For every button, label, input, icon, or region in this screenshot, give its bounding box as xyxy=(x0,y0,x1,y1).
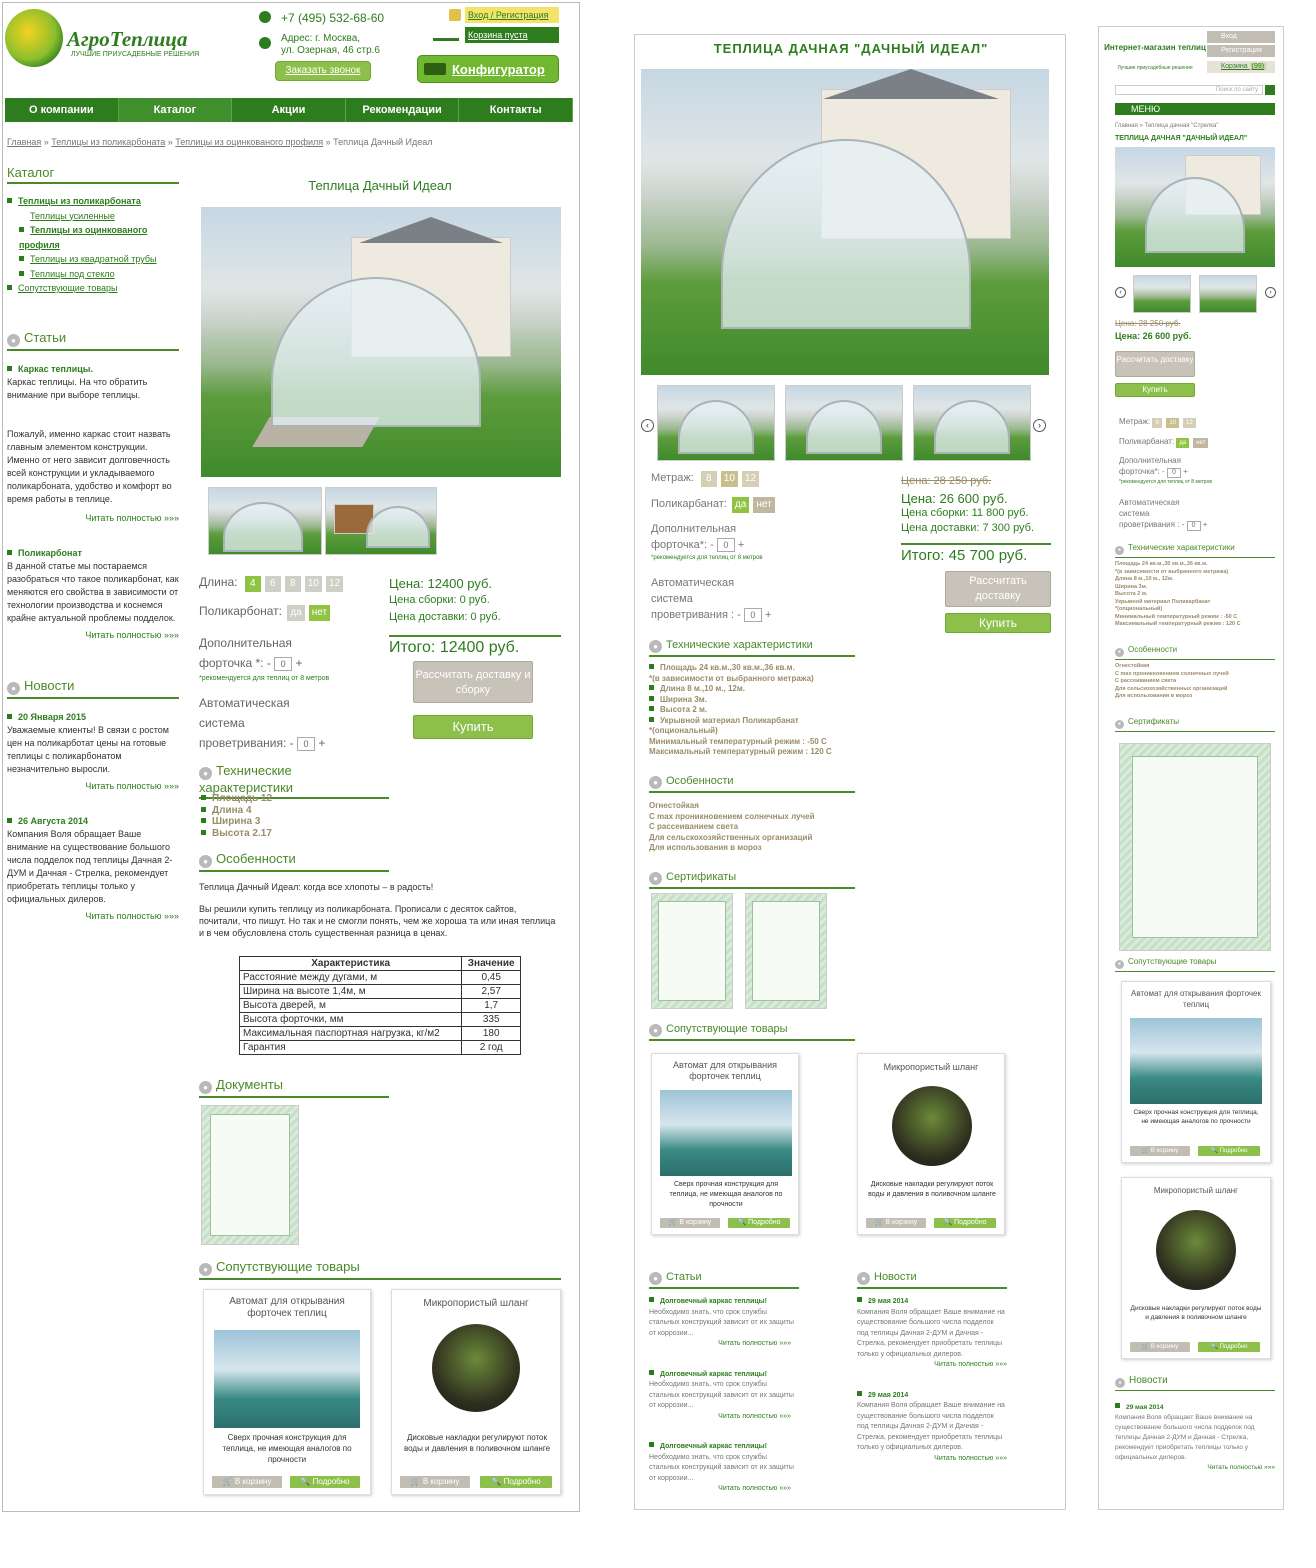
rss-icon: ● xyxy=(1115,648,1124,657)
product-title: Теплица Дачный Идеал xyxy=(308,178,452,193)
length-opt-6[interactable]: 6 xyxy=(265,576,281,592)
tablet-features-heading: ● Особенности xyxy=(649,775,855,793)
card-2-image[interactable] xyxy=(432,1324,520,1412)
rss-icon: ● xyxy=(649,776,662,789)
tablet-vent-row: Дополнительная форточка*: - 0 + xyxy=(651,523,745,551)
desktop-layout xyxy=(2,2,580,1512)
table-row: Максимальная паспортная нагрузка, кг/м2 180 xyxy=(240,1027,521,1041)
list-item: Долговечный каркас теплицы! Необходимо знать, что срок службы стальных конструкций зависит от их защиты от коррозии... Читать полностью »»» xyxy=(649,1370,799,1423)
article-2-read-more[interactable]: Читать полностью »»» xyxy=(85,629,179,640)
news-2-read-more[interactable]: Читать полностью »»» xyxy=(85,910,179,921)
mobile-prev-arrow[interactable]: ‹ xyxy=(1115,287,1126,298)
tablet-certs-heading: ● Сертификаты xyxy=(649,871,855,889)
mobile-related-heading: ● Сопутствующие товары xyxy=(1115,957,1275,972)
buy-button[interactable]: Купить xyxy=(413,715,533,739)
tablet-news-read-more[interactable]: Читать полностью »»» xyxy=(934,1361,1007,1368)
tablet-auto-row: Автоматическая система проветривания : - 0 + xyxy=(651,577,772,621)
length-opt-12[interactable]: 12 xyxy=(326,576,343,592)
mobile-main-photo[interactable] xyxy=(1115,147,1275,267)
tablet-card-1-details[interactable]: 🔍 Подробно xyxy=(728,1218,790,1228)
tablet-thumb-3[interactable] xyxy=(913,385,1031,461)
rss-icon: ● xyxy=(199,1081,212,1094)
catalog-heading: Каталог xyxy=(7,165,179,184)
mobile-auto-row: Автоматическая система проветривания : - 0 + xyxy=(1119,498,1208,529)
article-2: Поликарбонат В данной статье мы постараемся разобраться что такое поликарбонат, как меняются его свойства в зависимости от технологии производства и коснемся крайне актуальной проблемы подделок. Читать полностью »»» xyxy=(7,547,179,640)
mobile-auto-input[interactable]: 0 xyxy=(1187,521,1201,531)
nav-recommend[interactable]: Рекомендации xyxy=(346,98,460,122)
document-certificate[interactable] xyxy=(201,1105,299,1245)
tablet-related-card-1[interactable]: Автомат для открывания форточек теплиц Сверх прочная конструкция для теплица, не имеющая аналогов по прочности 🛒 В корзину 🔍 Подробно xyxy=(651,1053,799,1235)
mobile-old-price: Цена: 28 250 руб. xyxy=(1115,319,1181,328)
mobile-news-read-more[interactable]: Читать полностью »»» xyxy=(1207,1464,1275,1471)
tablet-card-2-details[interactable]: 🔍 Подробно xyxy=(934,1218,996,1228)
mobile-poly-row: Поликарбанат: да нет xyxy=(1119,437,1212,448)
catalog-item-related[interactable]: Сопутствующие товары xyxy=(18,283,118,293)
tablet-auto-plus[interactable]: + xyxy=(764,609,772,621)
tablet-layout xyxy=(634,34,1066,1510)
home-icon xyxy=(259,37,271,49)
tablet-card-2-cart[interactable]: 🛒 В корзину xyxy=(866,1218,926,1228)
user-icon xyxy=(449,9,461,21)
tablet-buy-button[interactable]: Купить xyxy=(945,613,1051,633)
mobile-news-heading: ● Новости xyxy=(1115,1375,1275,1391)
tablet-poly-no[interactable]: нет xyxy=(753,497,774,513)
vent-input[interactable]: 0 xyxy=(274,657,292,671)
tablet-news-read-more[interactable]: Читать полностью »»» xyxy=(934,1454,1007,1462)
tablet-thumb-1[interactable] xyxy=(657,385,775,461)
mobile-register[interactable]: Регистрация xyxy=(1207,45,1275,57)
mobile-card-1-details[interactable]: 🔍 Подробно xyxy=(1198,1146,1260,1156)
tablet-prev-arrow[interactable]: ‹ xyxy=(641,419,654,432)
price-delivery: Цена доставки: 0 руб. xyxy=(389,611,501,623)
auto-vent-row: Автоматическая система проветривания: - 0 + xyxy=(199,696,326,750)
breadcrumb-galv[interactable]: Теплицы из оцинкованого профиля xyxy=(175,137,324,147)
list-item: 29 мая 2014 Компания Воля обращает Ваше внимание на существование большого числа подделок под теплицы Дачная 2-ДУМ и Дачная - Стрелка, рекомендует приобретать теплицы только у официальных дилеров. Читать полностью »»» xyxy=(857,1391,1007,1465)
news-1-read-more[interactable]: Читать полностью »»» xyxy=(85,780,179,791)
auto-vent-plus[interactable]: + xyxy=(318,736,326,750)
tablet-card-1-image[interactable] xyxy=(660,1090,792,1176)
tablet-metraj-10[interactable]: 10 xyxy=(721,471,738,487)
mobile-certs-heading: ● Сертификаты xyxy=(1115,717,1275,732)
card-2-title[interactable]: Микропористый шланг xyxy=(423,1298,529,1309)
breadcrumb-current: Теплица Дачный Идеал xyxy=(333,137,433,147)
mobile-menu-button[interactable]: МЕНЮ xyxy=(1115,103,1275,115)
card-2-desc: Дисковые накладки регулируют поток воды и давления в поливочном шланге xyxy=(403,1433,551,1453)
tablet-tech-list: Площадь 24 кв.м.,30 кв.м.,36 кв.м. *(в зависимости от выбранного метража) Длина 8 м.,10 м., 12м. Ширина 3м. Высота 2 м. Укрывной материал Поликарбанат *(опциональный) Минимальный температурный режим : -50 С Максимальный температурный режим : 120 С xyxy=(649,663,832,756)
mobile-cart[interactable]: Корзина (99) xyxy=(1207,61,1275,73)
table-row: Ширина на высоте 1,4м, м 2,57 xyxy=(240,985,521,999)
rss-icon: ● xyxy=(199,767,212,780)
nav-promo[interactable]: Акции xyxy=(232,98,346,122)
news-heading: ● Новости xyxy=(7,678,179,699)
price: Цена: 12400 руб. xyxy=(389,576,493,591)
related-card-1[interactable] xyxy=(203,1289,371,1495)
product-thumb-2[interactable] xyxy=(325,487,437,555)
news-2: 26 Августа 2014 Компания Воля обращает Ваше внимание на существование большого числа подделок под теплицы Дачная 2-ДУМ и Дачная - Стрелка, рекомендует приобретать теплицы только у официальных дилеров. Читать полностью »»» xyxy=(7,815,179,921)
table-row: Высота форточки, мм 335 xyxy=(240,1013,521,1027)
table-row: Высота дверей, м 1,7 xyxy=(240,999,521,1013)
breadcrumb-home[interactable]: Главная xyxy=(7,137,42,147)
rss-icon: ● xyxy=(199,1263,212,1276)
tablet-card-1-cart[interactable]: 🛒 В корзину xyxy=(660,1218,720,1228)
logo-icon[interactable] xyxy=(5,9,63,67)
tablet-news-heading: ● Новости xyxy=(857,1271,1007,1289)
auto-vent-input[interactable]: 0 xyxy=(297,737,315,751)
mobile-search-input[interactable]: Поиск по сайту xyxy=(1115,85,1263,95)
tablet-poly-yes[interactable]: да xyxy=(732,497,749,513)
mobile-cert[interactable] xyxy=(1119,743,1271,951)
mobile-vent-row: Дополнительная форточка*: - 0 + xyxy=(1119,456,1188,476)
tablet-features-list: Огнестойкая С max проникновением солнечных лучей С рассеиванием света Для сельскохозяйственных организаций Для использования в мороз xyxy=(649,801,815,852)
rss-icon: ● xyxy=(199,855,212,868)
news-1: 20 Января 2015 Уважаемые клиенты! В связи с ростом цен на поликарботат цены на готовые теплицы с поликарбонатом незначительно выросли. Читать полностью »»» xyxy=(7,711,179,791)
features-heading: ● Особенности xyxy=(199,851,389,872)
tech-list: Площадь 12 Длина 4 Ширина 3 Высота 2.17 xyxy=(201,793,272,839)
sidebar xyxy=(7,165,179,923)
list-item: Долговечный каркас теплицы! Необходимо знать, что срок службы стальных конструкций зависит от их защиты от коррозии... Читать полностью »»» xyxy=(649,1297,799,1350)
tablet-auto-input[interactable]: 0 xyxy=(744,608,762,622)
tablet-card-2-image[interactable] xyxy=(892,1086,972,1166)
mobile-calc-button[interactable]: Рассчитать доставку xyxy=(1115,351,1195,377)
vent-plus[interactable]: + xyxy=(295,656,303,670)
mobile-title: ТЕПЛИЦА ДАЧНАЯ "ДАЧНЫЙ ИДЕАЛ" xyxy=(1115,135,1248,142)
tablet-cert-2[interactable] xyxy=(745,893,827,1009)
tablet-cert-1[interactable] xyxy=(651,893,733,1009)
card-2-cart-button[interactable]: 🛒 В корзину xyxy=(400,1476,470,1488)
mobile-tech-heading: ● Технические характеристики xyxy=(1115,543,1275,558)
mobile-thumb-1[interactable] xyxy=(1133,275,1191,313)
mobile-vent-input[interactable]: 0 xyxy=(1167,468,1181,478)
list-item: 29 мая 2014 Компания Воля обращает Ваше внимание на существование большого числа подделок под теплицы Дачная 2-ДУМ и Дачная - Стрелка, рекомендует приобретать теплицы только у официальных дилеров. Читать полностью »»» xyxy=(857,1297,1007,1371)
article-1-read-more[interactable]: Читать полностью »»» xyxy=(85,512,179,523)
mobile-vent-note: *рекомендуется для теплиц от 8 метров xyxy=(1119,479,1213,485)
mobile-features-list: Огнестойкая С max проникновением солнечных лучей С рассеиванием света Для сельскохозяйственных организаций Для использования в мороз xyxy=(1115,663,1229,699)
rss-icon: ● xyxy=(649,1272,662,1285)
tablet-news-list xyxy=(857,1297,1007,1464)
rss-icon: ● xyxy=(1115,960,1124,969)
card-1-details-button[interactable]: 🔍 Подробно xyxy=(290,1476,360,1488)
length-row: Длина: 4 6 8 10 12 xyxy=(199,575,347,592)
rss-icon: ● xyxy=(857,1272,870,1285)
poly-no[interactable]: нет xyxy=(309,605,330,621)
mobile-breadcrumb: Главная » Теплица дачная "Стрелка" xyxy=(1115,123,1219,129)
product-thumb-1[interactable] xyxy=(208,487,322,555)
tablet-old-price: Цена: 28 250 руб. xyxy=(901,475,992,487)
mobile-card-1-image xyxy=(1130,1018,1262,1104)
tablet-article-read-more[interactable]: Читать полностью »»» xyxy=(718,1340,791,1347)
phone-icon xyxy=(259,11,271,23)
breadcrumb: Главная » Теплицы из поликарбоната » Теплицы из оцинкованого профиля » Теплица Дачный Идеал xyxy=(7,137,433,147)
tech-heading: ● Технические характеристики xyxy=(199,763,389,799)
card-1-cart-button[interactable]: 🛒 В корзину xyxy=(212,1476,282,1488)
mobile-search-icon[interactable] xyxy=(1265,85,1275,95)
tablet-vent-note: *рекомендуется для теплиц от 8 метров xyxy=(651,555,763,561)
docs-heading: ● Документы xyxy=(199,1077,389,1098)
mobile-metraj-row: Метраж: 8 10 12 xyxy=(1119,417,1200,428)
card-1-title[interactable]: Автомат для открывания форточек теплиц xyxy=(229,1296,345,1319)
calc-delivery-button[interactable]: Рассчитать доставку и сборку xyxy=(413,661,533,703)
rss-icon: ● xyxy=(649,872,662,885)
table-row: Расстояние между дугами, м 0,45 xyxy=(240,971,521,985)
cart-link[interactable]: Корзина пуста xyxy=(465,27,559,43)
tablet-articles-list xyxy=(649,1297,799,1495)
catalog-item-square[interactable]: Теплицы из квадратной трубы xyxy=(30,254,157,264)
tablet-thumb-2[interactable] xyxy=(785,385,903,461)
spec-header-name: Характеристика xyxy=(240,957,462,971)
tablet-title: ТЕПЛИЦА ДАЧНАЯ "ДАЧНЫЙ ИДЕАЛ" xyxy=(713,41,989,56)
breadcrumb-poly[interactable]: Теплицы из поликарбоната xyxy=(51,137,166,147)
tablet-metraj-row: Метраж: 8 10 12 xyxy=(651,471,763,487)
spec-header-value: Значение xyxy=(462,957,521,971)
vent-row: Дополнительная форточка *: - 0 + xyxy=(199,636,303,670)
rss-icon: ● xyxy=(649,1024,662,1037)
tablet-related-card-2[interactable]: Микропористый шланг Дисковые накладки регулируют поток воды и давления в поливочном шланге 🛒 В корзину 🔍 Подробно xyxy=(857,1053,1005,1235)
configurator-label: Конфигуратор xyxy=(452,62,545,77)
price-assembly: Цена сборки: 0 руб. xyxy=(389,594,490,606)
mobile-login[interactable]: Вход xyxy=(1207,31,1275,43)
tablet-poly-row: Поликарбанат: да нет xyxy=(651,497,779,513)
catalog-item-galv[interactable]: Теплицы из оцинкованого профиля xyxy=(19,225,148,250)
related-heading: ● Сопутствующие товары xyxy=(199,1259,561,1280)
total-price: Итого: 12400 руб. xyxy=(389,635,561,657)
length-opt-8[interactable]: 8 xyxy=(285,576,301,592)
mobile-layout xyxy=(1098,26,1284,1510)
features-text: Теплица Дачный Идеал: когда все хлопоты – в радость! Вы решили купить теплицу из поликарбоната. Прописали с десяток сайтов, почитали, что пишут. Но так и не смогли понять, чем же хороша та или иная теплица и в чем обусловлена столь существенная разница в ценах. xyxy=(199,882,556,938)
tablet-main-photo[interactable] xyxy=(641,69,1049,375)
product-main-photo[interactable] xyxy=(201,207,561,477)
tablet-metraj-12[interactable]: 12 xyxy=(742,471,759,487)
length-opt-4[interactable]: 4 xyxy=(245,576,261,592)
tractor-icon xyxy=(424,63,446,75)
tablet-tech-heading: ● Технические характеристики xyxy=(649,639,855,657)
catalog-item-strong[interactable]: Теплицы усиленные xyxy=(30,210,115,221)
mobile-shop-tagline: Лучшие приусадебные решения xyxy=(1117,65,1193,71)
catalog-item-glass[interactable]: Теплицы под стекло xyxy=(30,268,115,279)
nav-catalog[interactable]: Каталог xyxy=(119,98,233,122)
card-1-image[interactable] xyxy=(214,1330,360,1428)
tablet-calc-button[interactable]: Рассчитать доставку xyxy=(945,571,1051,607)
rss-icon: ● xyxy=(1115,720,1124,729)
tablet-vent-input[interactable]: 0 xyxy=(717,538,735,552)
article-1: Каркас теплицы. Каркас теплицы. На что обратить внимание при выборе теплицы. Пожалуй, именно каркас стоит назвать главным элементом конструкции. Именно от него зависит долговечность всей конструкции и укладываемого поликарбоната, удобство и комфорт во время работы в теплице. Читать полностью »»» xyxy=(7,363,179,523)
address: Адрес: г. Москва, ул. Озерная, 46 стр.6 xyxy=(281,33,380,56)
mobile-price: Цена: 26 600 руб. xyxy=(1115,331,1192,341)
poly-row: Поликарбонат: да нет xyxy=(199,604,334,621)
tablet-prices: Цена: 26 600 руб. Цена сборки: 11 800 руб. Цена доставки: 7 300 руб. xyxy=(901,491,1035,534)
nav-contacts[interactable]: Контакты xyxy=(459,98,573,122)
poly-yes[interactable]: да xyxy=(287,605,304,621)
related-card-2[interactable] xyxy=(391,1289,561,1495)
mobile-related-card-1[interactable]: Автомат для открывания форточек теплиц Сверх прочная конструкция для теплица, не имеющая аналогов по прочности 🛒 В корзину 🔍 Подробно xyxy=(1121,981,1271,1163)
logo-name[interactable]: АгроТеплица xyxy=(67,27,188,51)
nav-about[interactable]: О компании xyxy=(5,98,119,122)
mobile-buy-button[interactable]: Купить xyxy=(1115,383,1195,397)
vent-note: *рекомендуется для теплиц от 8 метров xyxy=(199,675,330,682)
card-2-details-button[interactable]: 🔍 Подробно xyxy=(480,1476,552,1488)
mobile-card-2-details[interactable]: 🔍 Подробно xyxy=(1198,1342,1260,1352)
callback-button[interactable]: Заказать звонок xyxy=(275,61,371,81)
mobile-tech-list: Площадь 24 кв.м.,30 кв.м.,36 кв.м. *(в зависимости от выбранного метража) Длина 8 м.,10 м., 12м. Ширина 3м. Высота 2 м. Укрывной материал Поликарбанат *(опциональный) Минимальный температурный режим : -50 С Максимальный температурный режим : 120 С xyxy=(1115,561,1241,627)
phone-number[interactable]: +7 (495) 532-68-60 xyxy=(281,11,385,25)
mobile-card-2-cart[interactable]: 🛒 В корзину xyxy=(1130,1342,1190,1352)
mobile-card-1-cart[interactable]: 🛒 В корзину xyxy=(1130,1146,1190,1156)
list-item: Долговечный каркас теплицы! Необходимо знать, что срок службы стальных конструкций зависит от их защиты от коррозии... Читать полностью »»» xyxy=(649,1442,799,1495)
catalog-item-poly[interactable]: Теплицы из поликарбоната xyxy=(18,196,141,206)
tablet-vent-plus[interactable]: + xyxy=(737,539,745,551)
tablet-next-arrow[interactable]: › xyxy=(1033,419,1046,432)
mobile-thumb-2[interactable] xyxy=(1199,275,1257,313)
tablet-articles-heading: ● Статьи xyxy=(649,1271,799,1289)
spec-table xyxy=(239,956,521,1055)
cart-icon xyxy=(433,29,459,41)
table-row: Гарантия 2 год xyxy=(240,1041,521,1055)
price-block xyxy=(389,575,501,626)
tablet-related-heading: ● Сопутствующие товары xyxy=(649,1023,855,1041)
tablet-metraj-8[interactable]: 8 xyxy=(701,471,717,487)
tablet-total: Итого: 45 700 руб. xyxy=(901,543,1051,564)
mobile-news-item: 29 мая 2014 Компания Воля обращает Ваше внимание на существование большого числа подделок под теплицы Дачная 2-ДУМ и Дачная - Стрелка, рекомендует приобретать теплицы только у официальных дилеров. Читать полностью »»» xyxy=(1115,1404,1275,1471)
rss-icon: ● xyxy=(1115,1378,1125,1388)
articles-heading: ● Статьи xyxy=(7,330,179,351)
rss-icon: ● xyxy=(649,640,662,653)
rss-icon: ● xyxy=(1115,546,1124,555)
login-link[interactable]: Вход / Регистрация xyxy=(465,7,559,23)
mobile-next-arrow[interactable]: › xyxy=(1265,287,1276,298)
catalog-list xyxy=(7,194,179,296)
configurator-button[interactable] xyxy=(417,55,559,83)
mobile-related-card-2[interactable]: Микропористый шланг Дисковые накладки регулируют поток воды и давления в поливочном шланге 🛒 В корзину 🔍 Подробно xyxy=(1121,1177,1271,1359)
tablet-article-read-more[interactable]: Читать полностью »»» xyxy=(718,1485,791,1492)
logo-tagline: ЛУЧШИЕ ПРИУСАДЕБНЫЕ РЕШЕНИЯ xyxy=(71,51,200,58)
length-opt-10[interactable]: 10 xyxy=(305,576,322,592)
rss-icon: ● xyxy=(7,682,20,695)
rss-icon: ● xyxy=(7,334,20,347)
mobile-shop-title: Интернет-магазин теплиц xyxy=(1104,43,1206,52)
card-1-desc: Сверх прочная конструкция для теплица, не имеющая аналогов по прочности xyxy=(222,1433,352,1464)
mobile-card-2-image xyxy=(1156,1210,1236,1290)
tablet-article-read-more[interactable]: Читать полностью »»» xyxy=(718,1412,791,1420)
mobile-features-heading: ● Особенности xyxy=(1115,645,1275,660)
main-nav xyxy=(5,98,573,122)
